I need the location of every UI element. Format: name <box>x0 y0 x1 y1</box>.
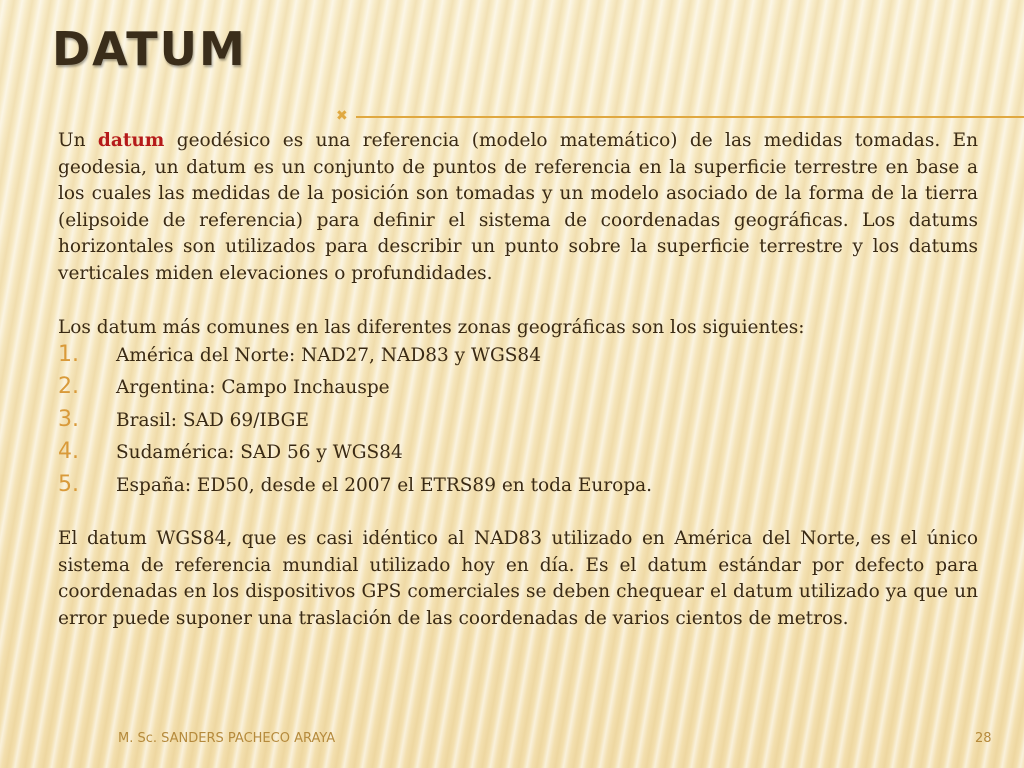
list-item <box>58 439 978 472</box>
list-intro: Los datum más comunes en las diferentes zonas geográficas son los siguientes: <box>58 317 805 338</box>
closing-paragraph: El datum WGS84, que es casi idéntico al NAD83 utilizado en América del Norte, es el único sistema de referencia mundial utilizado hoy en día. Es el datum estándar por defecto para coordenadas en los dispositivos GPS comerciales se deben chequear el datum utilizado ya que un error puede suponer una traslación de las coordenadas de varios cientos de metros. <box>58 528 978 629</box>
intro-prefix: Un <box>58 130 98 151</box>
slide-title: DATUM <box>52 22 247 76</box>
list-number: 2. <box>58 374 79 399</box>
list-item-text: Brasil: SAD 69/IBGE <box>116 409 309 431</box>
intro-paragraph <box>58 128 978 287</box>
intro-text: geodésico es una referencia (modelo matemático) de las medidas tomadas. En geodesia, un datum es un conjunto de puntos de referencia en la superficie terrestre en base a los cuales las medidas de la posición son tomadas y un modelo asociado de la forma de la tierra (elipsoide de referencia) para definir el sistema de coordenadas geográficas. Los datums horizontales son utilizados para describir un punto sobre la superficie terrestre y los datums verticales miden elevaciones o profundidades. <box>58 130 979 284</box>
title-rule-marker-icon: ✖ <box>336 108 348 124</box>
list-number: 4. <box>58 439 79 464</box>
list-item-text: Sudamérica: SAD 56 y WGS84 <box>116 442 403 463</box>
list-item-text: España: ED50, desde el 2007 el ETRS89 en toda Europa. <box>116 474 653 496</box>
page-number: 28 <box>975 731 992 746</box>
list-item-text: América del Norte: NAD27, NAD83 y WGS84 <box>116 344 541 366</box>
list-item <box>58 374 978 407</box>
spacer <box>58 287 978 315</box>
title-divider <box>356 116 1024 118</box>
spacer <box>58 504 978 526</box>
list-number: 1. <box>58 341 79 367</box>
list-item-text: Argentina: Campo Inchauspe <box>116 377 390 398</box>
list-number: 5. <box>58 471 79 497</box>
datum-list <box>58 342 978 505</box>
footer-author: M. Sc. SANDERS PACHECO ARAYA <box>118 731 336 746</box>
list-item <box>58 407 978 440</box>
list-number: 3. <box>58 406 79 432</box>
slide-body <box>58 128 978 632</box>
datum-keyword: datum <box>97 130 165 151</box>
list-item <box>58 472 978 505</box>
list-item <box>58 342 978 375</box>
